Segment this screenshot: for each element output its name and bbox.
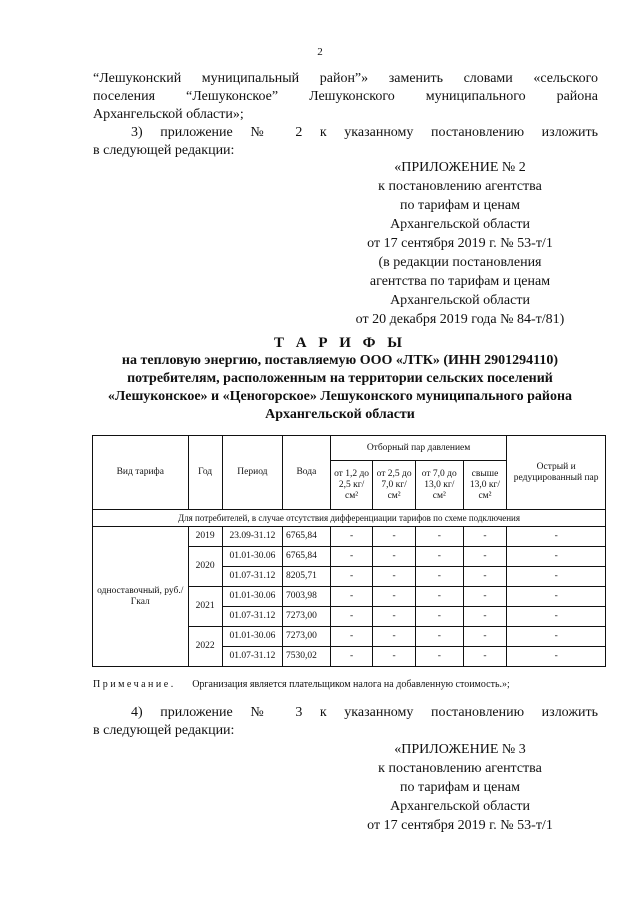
dash-cell: - (507, 607, 606, 627)
period-cell: 01.07-31.12 (222, 607, 282, 627)
item-4-line: 4) приложение № 3 к указанному постановлению изложить (131, 705, 598, 720)
title-main: Т А Р И Ф Ы (273, 335, 407, 351)
tariff-name: одноставочный, руб./Гкал (93, 527, 189, 667)
header-year: Год (188, 436, 222, 510)
appendix-line: «ПРИЛОЖЕНИЕ № 3 (394, 742, 526, 757)
appendix-line: Архангельской области (390, 799, 530, 814)
dash-cell: - (373, 567, 416, 587)
intro-line: Архангельской области»; (93, 107, 244, 122)
dash-cell: - (463, 527, 507, 547)
dash-cell: - (330, 587, 373, 607)
dash-cell: - (415, 647, 463, 667)
year-cell: 2019 (188, 527, 222, 547)
intro-paragraph (93, 70, 598, 124)
water-value: 6765,84 (283, 547, 331, 567)
dash-cell: - (415, 607, 463, 627)
item-3-paragraph (93, 124, 598, 160)
header-period: Период (222, 436, 282, 510)
table-footnote (93, 679, 510, 690)
appendix-line: от 17 сентября 2019 г. № 53-т/1 (367, 818, 553, 833)
appendix-line: от 20 декабря 2019 года № 84-т/81) (355, 312, 565, 327)
dash-cell: - (330, 607, 373, 627)
dash-cell: - (330, 527, 373, 547)
dash-cell: - (330, 647, 373, 667)
dash-cell: - (463, 587, 507, 607)
header-water: Вода (283, 436, 331, 510)
water-value: 7003,98 (283, 587, 331, 607)
appendix-line: к постановлению агентства (378, 761, 542, 776)
dash-cell: - (373, 607, 416, 627)
dash-cell: - (507, 647, 606, 667)
appendix-3-heading (310, 740, 610, 835)
header-steam-group: Отборный пар давлением (330, 436, 507, 461)
dash-cell: - (373, 647, 416, 667)
section-note: Для потребителей, в случае отсутствия дифференциации тарифов по схеме подключения (93, 510, 606, 527)
dash-cell: - (373, 547, 416, 567)
footnote-text: Организация является плательщиком налога на добавленную стоимость.»; (192, 679, 510, 690)
dash-cell: - (507, 547, 606, 567)
appendix-line: от 17 сентября 2019 г. № 53-т/1 (367, 236, 553, 251)
appendix-line: «ПРИЛОЖЕНИЕ № 2 (394, 160, 526, 175)
water-value: 6765,84 (283, 527, 331, 547)
year-cell: 2022 (188, 627, 222, 667)
item-4-paragraph (93, 704, 598, 740)
header-steam-3: от 7,0 до 13,0 кг/см² (415, 461, 463, 510)
title-line: «Лешуконское» и «Ценогорское» Лешуконского муниципального района (107, 389, 573, 404)
dash-cell: - (415, 587, 463, 607)
title-line: потребителям, расположенным на территории сельских поселений (127, 371, 553, 386)
intro-line: “Лешуконский муниципальный район”» заменить словами «сельского (93, 71, 598, 86)
dash-cell: - (463, 547, 507, 567)
period-cell: 01.01-30.06 (222, 627, 282, 647)
appendix-line: Архангельской области (390, 293, 530, 308)
dash-cell: - (415, 567, 463, 587)
dash-cell: - (463, 607, 507, 627)
dash-cell: - (415, 627, 463, 647)
dash-cell: - (507, 567, 606, 587)
item-3-line: 3) приложение № 2 к указанному постановлению изложить (131, 125, 598, 140)
intro-line: поселения “Лешуконское” Лешуконского муниципального района (93, 89, 598, 104)
water-value: 7273,00 (283, 607, 331, 627)
tariff-title (70, 334, 610, 424)
dash-cell: - (415, 527, 463, 547)
period-cell: 01.07-31.12 (222, 647, 282, 667)
appendix-line: к постановлению агентства (378, 179, 542, 194)
period-cell: 01.01-30.06 (222, 547, 282, 567)
item-4-line: в следующей редакции: (93, 723, 235, 738)
dash-cell: - (373, 587, 416, 607)
dash-cell: - (330, 547, 373, 567)
year-cell: 2020 (188, 547, 222, 587)
dash-cell: - (463, 567, 507, 587)
dash-cell: - (463, 627, 507, 647)
header-steam-1: от 1,2 до 2,5 кг/см² (330, 461, 373, 510)
period-cell: 01.01-30.06 (222, 587, 282, 607)
water-value: 8205,71 (283, 567, 331, 587)
period-cell: 01.07-31.12 (222, 567, 282, 587)
footnote-label: Примечание. (93, 679, 176, 690)
header-tariff-type: Вид тарифа (93, 436, 189, 510)
dash-cell: - (373, 627, 416, 647)
page-number: 2 (317, 46, 323, 58)
appendix-line: (в редакции постановления (378, 255, 542, 270)
item-3-line: в следующей редакции: (93, 143, 235, 158)
dash-cell: - (330, 567, 373, 587)
dash-cell: - (330, 627, 373, 647)
appendix-2-heading (310, 158, 610, 329)
dash-cell: - (507, 587, 606, 607)
water-value: 7273,00 (283, 627, 331, 647)
dash-cell: - (507, 527, 606, 547)
appendix-line: агентства по тарифам и ценам (369, 274, 551, 289)
header-sharp-steam: Острый и редуцированный пар (507, 436, 606, 510)
year-cell: 2021 (188, 587, 222, 627)
dash-cell: - (373, 527, 416, 547)
water-value: 7530,02 (283, 647, 331, 667)
period-cell: 23.09-31.12 (222, 527, 282, 547)
tariff-table (92, 435, 606, 667)
appendix-line: по тарифам и ценам (400, 198, 520, 213)
appendix-line: по тарифам и ценам (400, 780, 520, 795)
dash-cell: - (507, 627, 606, 647)
dash-cell: - (463, 647, 507, 667)
dash-cell: - (415, 547, 463, 567)
table-row (93, 527, 606, 547)
header-steam-2: от 2,5 до 7,0 кг/см² (373, 461, 416, 510)
appendix-line: Архангельской области (390, 217, 530, 232)
title-line: на тепловую энергию, поставляемую ООО «ЛТК» (ИНН 2901294110) (121, 353, 559, 368)
title-line: Архангельской области (265, 407, 415, 422)
header-steam-4: свыше 13,0 кг/см² (463, 461, 507, 510)
